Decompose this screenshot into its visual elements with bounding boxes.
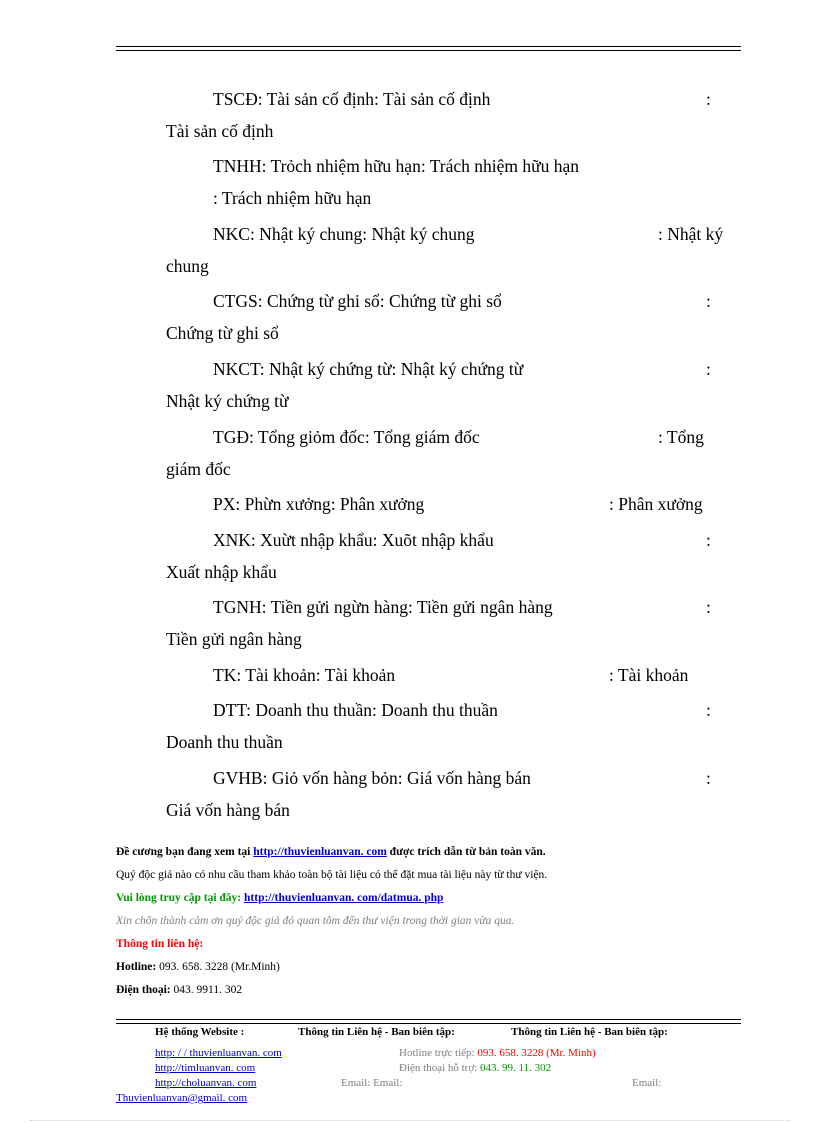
footer-rule	[116, 1019, 741, 1024]
entry-dtt-term: DTT: Doanh thu thuần: Doanh thu thuần	[213, 700, 498, 720]
entry-dtt-meaning: Doanh thu thuần	[166, 732, 283, 752]
entry-nkct-colon: :	[706, 359, 711, 379]
entry-nkct-meaning: Nhật ký chứng từ	[166, 391, 289, 411]
entry-tgd-meaning: giám đốc	[166, 459, 231, 479]
phone-line: Điện thoại: 043. 9911. 302	[116, 984, 243, 996]
notice-line-3: Vui lòng truy cập tại đây: http://thuvienluanvan. com/datmua. php	[116, 892, 444, 904]
entry-tscd-meaning: Tài sản cố định	[166, 121, 274, 141]
entry-xnk-colon: :	[706, 530, 711, 550]
entry-tk-term: TK: Tài khoản: Tài khoản	[213, 665, 396, 685]
bottom-dotted-line	[30, 1120, 790, 1121]
notice-line-2: Quý độc giả nào có nhu cầu tham khảo toàn bộ tài liệu có thể đặt mua tài liệu này từ thư viện.	[116, 869, 548, 881]
entry-tnhh-term: TNHH: Trỏch nhiệm hữu hạn: Trách nhiệm hữu hạn	[213, 156, 580, 176]
entry-tscd-term: TSCĐ: Tài sản cố định: Tài sản cố định	[213, 89, 491, 109]
footer-support-phone: Điện thoại hỗ trợ: 043. 99. 11. 302	[399, 1062, 552, 1074]
entry-tnhh-meaning: : Trách nhiệm hữu hạn	[213, 188, 372, 208]
entry-dtt-colon: :	[706, 700, 711, 720]
entry-ctgs-colon: :	[706, 291, 711, 311]
entry-tgnh-meaning: Tiền gửi ngân hàng	[166, 629, 302, 649]
entry-xnk-meaning: Xuất nhập khẩu	[166, 562, 277, 582]
entry-nkc-meaning: chung	[166, 256, 209, 276]
notice-line-4: Xin chõn thành cảm ơn quý độc giả đó quan tõm đến thư viện trong thời gian vừa qua.	[116, 915, 515, 927]
entry-nkc-colon: : Nhật ký	[658, 224, 724, 244]
entry-px-term: PX: Phừn xưởng: Phân xưởng	[213, 494, 425, 514]
footer-col3-title: Thông tin Liên hệ - Ban biên tập:	[511, 1026, 668, 1038]
footer-hotline: Hotline trực tiếp: 093. 658. 3228 (Mr. Minh)	[399, 1047, 596, 1059]
contact-title: Thông tin liên hệ:	[116, 938, 204, 950]
footer-site-thuvienluanvan[interactable]: http: / / thuvienluanvan. com	[155, 1047, 282, 1059]
entry-tscd-colon: :	[706, 89, 711, 109]
footer-email-address[interactable]: Thuvienluanvan@gmail. com	[116, 1092, 248, 1104]
footer-col2-title: Thông tin Liên hệ - Ban biên tập:	[298, 1026, 455, 1038]
entry-ctgs-meaning: Chứng từ ghi sổ	[166, 323, 279, 343]
footer-email-right: Email:	[632, 1077, 662, 1089]
entry-tgd-colon: : Tổng	[658, 427, 704, 447]
entry-tk-colon: : Tài khoản	[609, 665, 689, 685]
entry-nkc-term: NKC: Nhật ký chung: Nhật ký chung	[213, 224, 475, 244]
thuvienluanvan-link[interactable]: http://thuvienluanvan. com	[253, 846, 387, 858]
footer-col1-title: Hệ thống Website :	[155, 1026, 245, 1038]
entry-xnk-term: XNK: Xuừt nhập khẩu: Xuõt nhập khẩu	[213, 530, 494, 550]
header-rule	[116, 46, 741, 51]
footer-site-timluanvan[interactable]: http://timluanvan. com	[155, 1062, 256, 1074]
footer-site-choluanvan[interactable]: http://choluanvan. com	[155, 1077, 257, 1089]
entry-px-colon: : Phân xưởng	[609, 494, 703, 514]
entry-tgd-term: TGĐ: Tổng giỏm đốc: Tổng giám đốc	[213, 427, 480, 447]
entry-tgnh-colon: :	[706, 597, 711, 617]
entry-gvhb-meaning: Giá vốn hàng bán	[166, 800, 290, 820]
notice-line-1: Đề cương bạn đang xem tại http://thuvienluanvan. com được trích dẫn từ bản toàn văn.	[116, 846, 546, 858]
entry-ctgs-term: CTGS: Chứng từ ghi sổ: Chứng từ ghi sổ	[213, 291, 502, 311]
order-link[interactable]: http://thuvienluanvan. com/datmua. php	[244, 892, 444, 904]
hotline-line: Hotline: 093. 658. 3228 (Mr.Minh)	[116, 961, 280, 973]
entry-nkct-term: NKCT: Nhật ký chứng từ: Nhật ký chứng từ	[213, 359, 524, 379]
entry-gvhb-colon: :	[706, 768, 711, 788]
entry-gvhb-term: GVHB: Giỏ vốn hàng bỏn: Giá vốn hàng bán	[213, 768, 531, 788]
footer-email-left: Email: Email:	[341, 1077, 403, 1089]
entry-tgnh-term: TGNH: Tiền gửi ngừn hàng: Tiền gửi ngân hàng	[213, 597, 553, 617]
